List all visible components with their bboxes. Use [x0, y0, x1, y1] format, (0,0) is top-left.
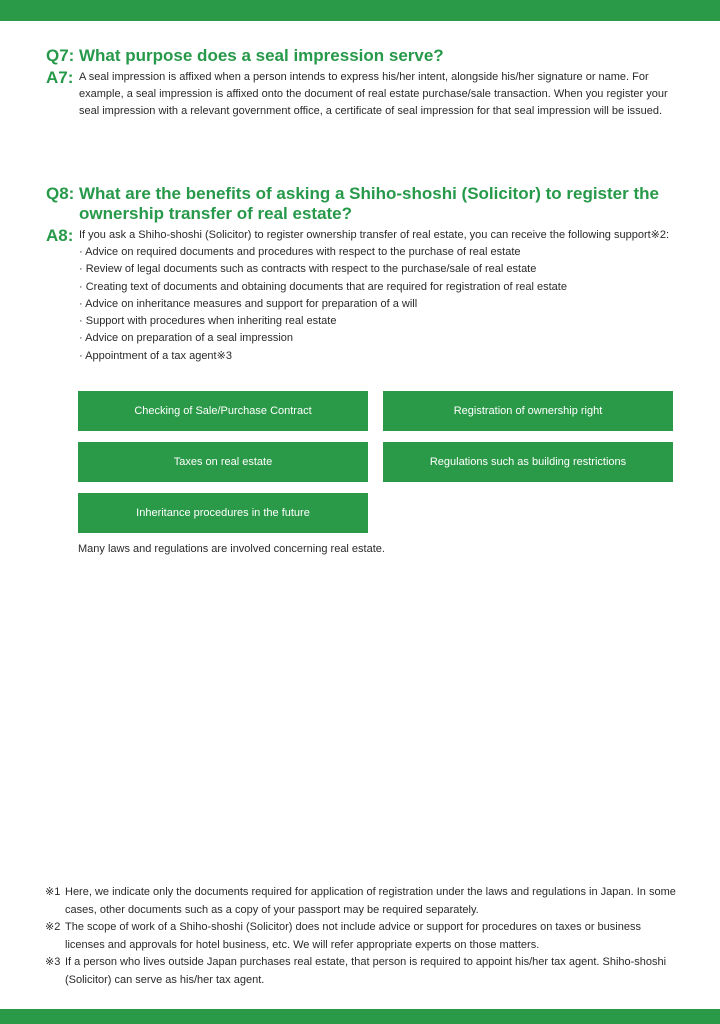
q8-section — [46, 184, 676, 365]
footnote-text: Here, we indicate only the documents required for application of registration under the laws and regulations in Japan. In some cases, other documents such as a copy of your passport may be required separately. — [65, 886, 676, 916]
q8-question-text: What are the benefits of asking a Shiho-shoshi (Solicitor) to register the ownership transfer of real estate? — [79, 184, 659, 223]
footnote-text: The scope of work of a Shiho-shoshi (Solicitor) does not include advice or support for procedures on taxes or business licenses and approvals for hotel business, etc. We will refer appropriate experts on those matters. — [65, 921, 641, 951]
footnote-mark: ※3 — [45, 956, 61, 968]
q7-question-text: What purpose does a seal impression serve? — [79, 46, 444, 65]
footnotes — [45, 884, 677, 989]
footnote-mark: ※1 — [45, 886, 61, 898]
footnote-1 — [45, 884, 677, 919]
list-item: · Support with procedures when inheriting real estate — [79, 313, 676, 330]
box-inheritance-procedures: Inheritance procedures in the future — [78, 493, 368, 533]
q7-label: Q7: — [46, 46, 75, 65]
a8-label: A8: — [46, 226, 74, 245]
list-item: · Review of legal documents such as contracts with respect to the purchase/sale of real estate — [79, 261, 676, 278]
q8-label: Q8: — [46, 184, 75, 203]
q7-section — [46, 46, 676, 120]
q8-question — [46, 184, 676, 224]
laws-note: Many laws and regulations are involved concerning real estate. — [78, 543, 385, 555]
box-taxes-real-estate: Taxes on real estate — [78, 442, 368, 482]
a7-text: A seal impression is affixed when a person intends to express his/her intent, alongside his/her signature or name. For example, a seal impression is affixed onto the document of real estate purchase/sale transaction. When you register your seal impression with a relevant government office, a certificate of seal impression for that seal impression will be issued. — [79, 71, 668, 117]
list-item: · Appointment of a tax agent※3 — [79, 348, 676, 365]
a8-body — [79, 227, 676, 365]
q8-answer — [46, 227, 676, 365]
list-item: · Advice on preparation of a seal impression — [79, 330, 676, 347]
footnote-mark: ※2 — [45, 921, 61, 933]
a7-label: A7: — [46, 68, 74, 87]
q7-question — [46, 46, 676, 66]
box-registration-ownership: Registration of ownership right — [383, 391, 673, 431]
list-item: · Creating text of documents and obtaining documents that are required for registration of real estate — [79, 279, 676, 296]
footnote-2 — [45, 919, 677, 954]
list-item: · Advice on required documents and procedures with respect to the purchase of real estate — [79, 244, 676, 261]
footnote-text: If a person who lives outside Japan purchases real estate, that person is required to appoint his/her tax agent. Shiho-shoshi (Solicitor) can serve as his/her tax agent. — [65, 956, 667, 986]
top-green-bar — [0, 0, 720, 21]
bottom-green-bar — [0, 1009, 720, 1024]
support-list — [79, 244, 676, 365]
footnote-3 — [45, 954, 677, 989]
a8-intro: If you ask a Shiho-shoshi (Solicitor) to register ownership transfer of real estate, you can receive the following support※2: — [79, 229, 670, 241]
box-building-regulations: Regulations such as building restrictions — [383, 442, 673, 482]
box-sale-purchase-contract: Checking of Sale/Purchase Contract — [78, 391, 368, 431]
list-item: · Advice on inheritance measures and support for preparation of a will — [79, 296, 676, 313]
q7-answer — [46, 69, 676, 120]
